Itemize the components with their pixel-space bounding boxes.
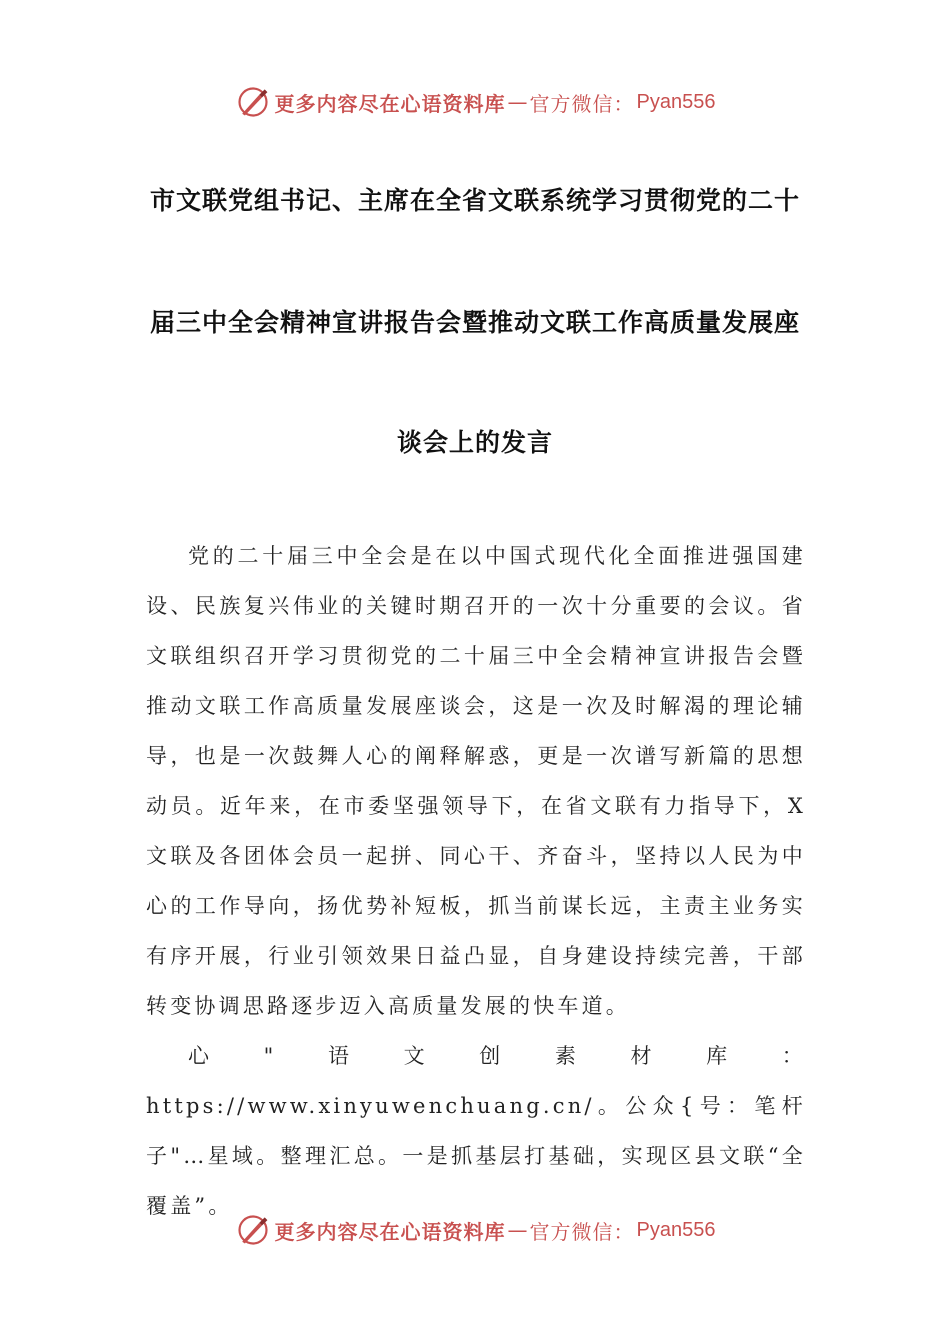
document-title-line-3: 谈会上的发言 bbox=[396, 428, 553, 457]
document-body bbox=[146, 531, 806, 1231]
pen-logo-icon bbox=[235, 1212, 271, 1248]
banner-wechat-id: Pyan556 bbox=[636, 1218, 716, 1241]
header-watermark-banner bbox=[0, 80, 950, 124]
banner-separator: — bbox=[507, 90, 528, 114]
banner-separator: — bbox=[507, 1218, 528, 1242]
document-title-line-2: 届三中全会精神宣讲报告会暨推动文联工作高质量发展座 bbox=[149, 308, 800, 337]
pen-logo-icon bbox=[235, 84, 271, 120]
banner-wechat-label: 官方微信： bbox=[529, 91, 635, 116]
footer-watermark-banner bbox=[0, 1208, 950, 1252]
body-paragraph-2: 心"语文创素材库：https://www.xinyuwenchuang.cn/。公众{号：笔杆子"…星域。整理汇总。一是抓基层打基础，实现区县文联“全覆盖”。 bbox=[146, 1044, 806, 1218]
banner-text: 更多内容尽在心语资料库 bbox=[274, 91, 506, 116]
banner-wechat-label: 官方微信： bbox=[529, 1219, 635, 1244]
banner-text: 更多内容尽在心语资料库 bbox=[274, 1219, 506, 1244]
document-title-line-1: 市文联党组书记、主席在全省文联系统学习贯彻党的二十 bbox=[149, 186, 800, 215]
banner-wechat-id: Pyan556 bbox=[636, 90, 716, 113]
body-paragraph-1: 党的二十届三中全会是在以中国式现代化全面推进强国建设、民族复兴伟业的关键时期召开的一次十分重要的会议。省文联组织召开学习贯彻党的二十届三中全会精神宣讲报告会暨推动文联工作高质量发展座谈会，这是一次及时解渴的理论辅导，也是一次鼓舞人心的阐释解惑，更是一次谱写新篇的思想动员。近年来，在市委坚强领导下，在省文联有力指导下，X文联及各团体会员一起拼、同心干、齐奋斗，坚持以人民为中心的工作导向，扬优势补短板，抓当前谋长远，主责主业务实有序开展，行业引领效果日益凸显，自身建设持续完善，干部转变协调思路逐步迈入高质量发展的快车道。 bbox=[146, 544, 806, 1018]
